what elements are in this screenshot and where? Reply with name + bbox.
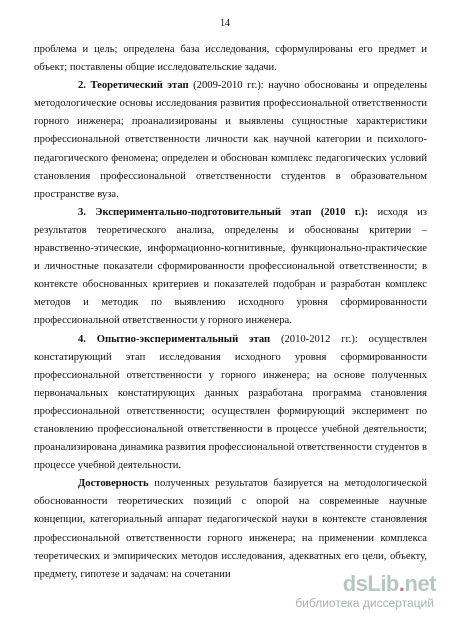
paragraph-text: исходя из результатов теоретического анализа, определены и обоснованы критерии – нравственно-этические, информационно-когнитивные, функционально-практические и личностные показатели сформированности профессиональной ответственности; в контексте обоснованных критериев и показателей подобран и разработан комплекс методов и методик по выявлению исходного уровня сформированности профессиональной ответственности у горного инженера. [34, 206, 427, 327]
paragraph-experimental-stage [34, 331, 427, 476]
paragraph-text: (2010-2012 гг.): осуществлен констатирующий этап исследования исходного уровня сформированности профессиональной ответственности у горного инженера; на основе полученных первоначальных констатирующих данных разработана программа становления профессиональной ответственности; осуществлен формирующий эксперимент по становлению профессиональной ответственности в процессе учебной деятельности; проанализирована динамика развития профессиональной ответственности студентов в процессе учебной деятельности. [34, 333, 427, 472]
document-body [34, 41, 427, 584]
paragraph-preparatory-stage [34, 204, 427, 331]
paragraph-heading: 4. Опытно-экспериментальный этап [78, 333, 271, 345]
paragraph-theoretical-stage [34, 77, 427, 204]
watermark-logo: dsLib.net [342, 571, 436, 596]
paragraph-continuation [34, 41, 427, 77]
paragraph-heading: 2. Теоретический этап [78, 80, 189, 92]
dslib-watermark [296, 571, 436, 613]
paragraph-text: проблема и цель; определена база исследования, сформулированы его предмет и объект; поставлены общие исследовательские задачи. [34, 44, 427, 74]
paragraph-heading: 3. Экспериментально-подготовительный этап (2010 г.): [78, 206, 369, 218]
watermark-caption: библиотека диссертаций [295, 596, 434, 610]
paragraph-heading: Достоверность [78, 478, 149, 490]
paragraph-text: (2009-2010 гг.): научно обоснованы и определены методологические основы исследования развития профессиональной ответственности горного инженера; проанализированы и выявлены сущностные характеристики профессиональной ответственности личности как научной категории и психолого-педагогического феномена; определен и обоснован комплекс педагогических условий становления профессиональной ответственности студентов в образовательном пространстве вуза. [34, 80, 428, 200]
paragraph-text: полученных результатов базируется на методологической обоснованности теоретических позиций с опорой на современные научные концепции, категориальный аппарат педагогической науки в контексте становления профессиональной ответственности горного инженера; на применении комплекса теоретических и эмпирических методов исследования, адекватных его цели, объекту, предмету, гипотезе и задачам: на сочетании [34, 478, 427, 580]
paragraph-reliability [34, 475, 427, 584]
page-number: 14 [220, 18, 230, 29]
